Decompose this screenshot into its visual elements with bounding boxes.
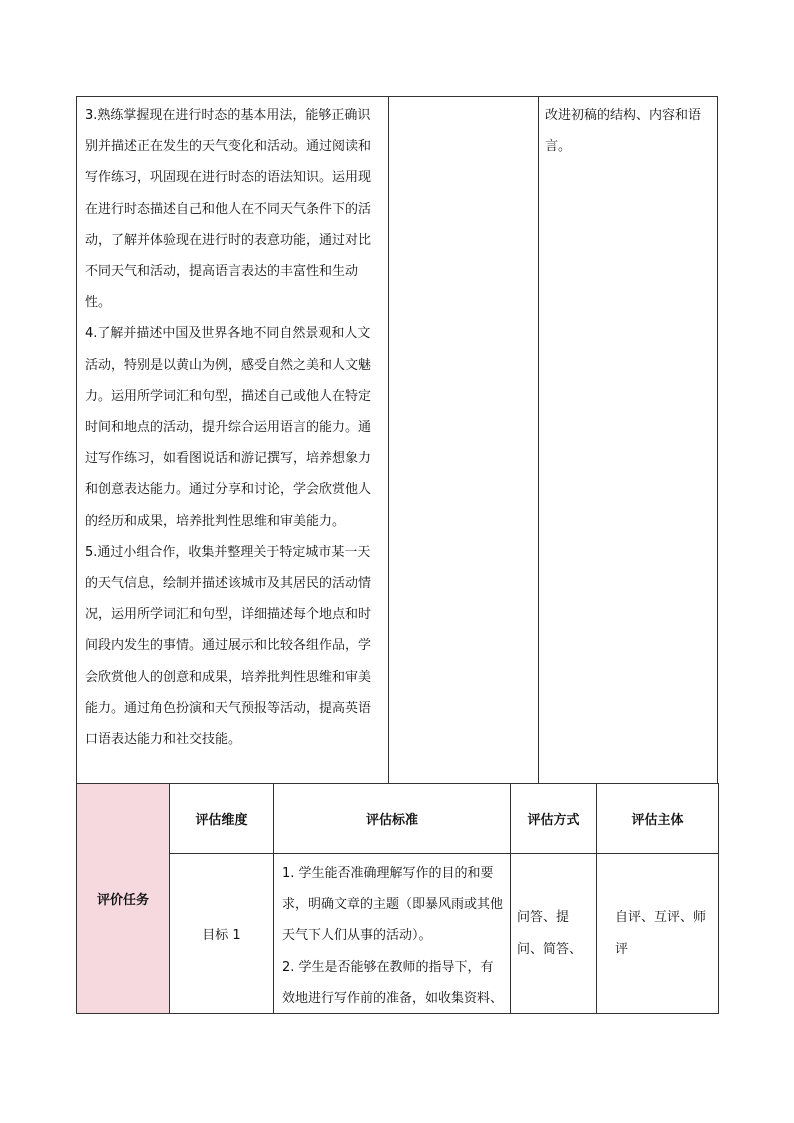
standard-item-1: 1. 学生能否准确理解写作的目的和要求，明确文章的主题（即暴风雨或其他天气下人们从事的活动）。 [282,866,504,944]
standard-item-2: 2. 学生是否能够在教师的指导下，有效地进行写作前的准备，如收集资料、 [282,959,504,1006]
objectives-table-section [76,96,718,784]
objective-3: 3.熟练掌握现在进行时态的基本用法，能够正确识别并描述正在发生的天气变化和活动。通过阅读和写作练习，巩固现在进行时态的语法知识。运用现在进行时态描述自己和他人在不同天气条件下的活动，了解并体验现在进行时的表意功能，通过对比不同天气和活动，提高语言表达的丰富性和生动性。 [85,108,372,311]
header-dimension: 评估维度 [170,784,274,854]
objective-5: 5.通过小组合作，收集并整理关于特定城市某一天的天气信息，绘制并描述该城市及其居民的活动情况，运用所学词汇和句型，详细描述每个地点和时间段内发生的事情。通过展示和比较各组作品，学会欣赏他人的创意和成果，培养批判性思维和审美能力。通过角色扮演和天气预报等活动，提高英语口语表达能力和社交技能。 [85,544,372,748]
column-divider-1 [388,97,389,783]
evaluation-table [76,783,719,1014]
header-standard: 评估标准 [274,784,511,854]
header-subject: 评估主体 [597,784,719,854]
standard-goal-1-content [282,858,504,1013]
header-method: 评估方式 [511,784,597,854]
column-divider-2 [538,97,539,783]
subject-goal-1: 自评、互评、师评 [597,854,719,1014]
dimension-goal-1: 目标 1 [170,854,274,1014]
evaluation-header-row [77,784,719,854]
objective-4: 4.了解并描述中国及世界各地不同自然景观和人文活动，特别是以黄山为例，感受自然之美和人文魅力。运用所学词汇和句型，描述自己或他人在特定时间和地点的活动，提升综合运用语言的能力。通过写作练习，如看图说话和游记撰写，培养想象力和创意表达能力。通过分享和讨论，学会欣赏他人的经历和成果，培养批判性思维和审美能力。 [85,326,372,529]
evaluation-task-label: 评价任务 [77,784,170,1014]
evaluation-row-goal-1 [77,854,719,1014]
objectives-cell [85,100,383,755]
method-goal-1: 问答、提问、简答、 [511,854,597,1014]
standard-goal-1 [274,854,511,1014]
revision-note-cell: 改进初稿的结构、内容和语言。 [545,108,702,155]
